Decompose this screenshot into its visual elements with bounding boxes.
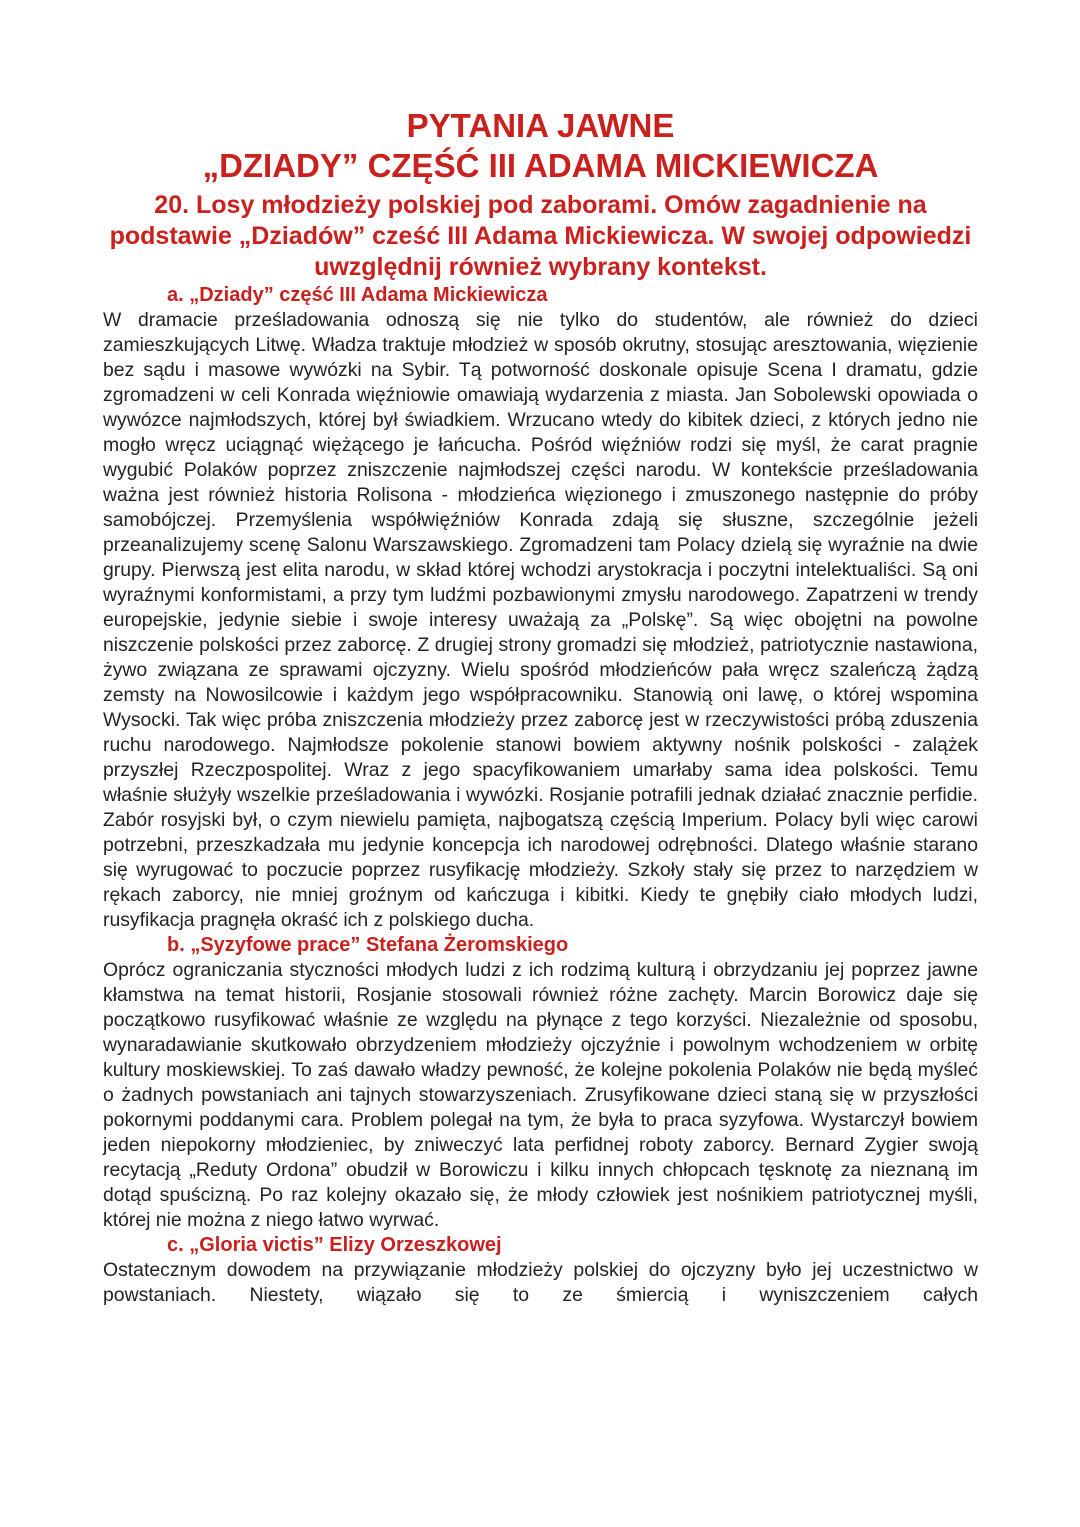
page-subtitle: „DZIADY” CZĘŚĆ III ADAMA MICKIEWICZA <box>202 147 879 184</box>
question-text: 20. Losy młodzieży polskiej pod zaborami. Omów zagadnienie na podstawie „Dziadów” cześć III Adama Mickiewicza. W swojej odpowiedzi uwzględnij również wybrany kontekst. <box>109 191 972 281</box>
section-heading-gloria-victis: c. „Gloria victis” Elizy Orzeszkowej <box>167 1234 502 1256</box>
section-body-gloria-victis: Ostatecznym dowodem na przywiązanie młodzieży polskiej do ojczyzny było jej uczestnictwo w powstaniach. Niestety, wiązało się to ze śmiercią i wyniszczeniem całych <box>103 1259 978 1306</box>
section-heading-syzyfowe-prace: b. „Syzyfowe prace” Stefana Żeromskiego <box>167 934 569 956</box>
section-body-dziady: W dramacie prześladowania odnoszą się nie tylko do studentów, ale również do dzieci zamieszkujących Litwę. Władza traktuje młodzież w sposób okrutny, stosując aresztowania, więzienie bez sądu i masowe wywózki na Sybir. Tą potworność doskonale opisuje Scena I dramatu, gdzie zgromadzeni w celi Konrada więźniowie omawiają wydarzenia z miasta. Jan Sobolewski opowiada o wywózce najmłodszych, której był świadkiem. Wrzucano wtedy do kibitek dzieci, z których jedno nie mogło wręcz uciągnąć więżącego je łańcucha. Pośród więźniów rodzi się myśl, że carat pragnie wygubić Polaków poprzez zniszczenie najmłodszej części narodu. W kontekście prześladowania ważna jest również historia Rolisona - młodzieńca więzionego i zmuszonego następnie do próby samobójczej. Przemyślenia współwięźniów Konrada zdają się słuszne, szczególnie jeżeli przeanalizujemy scenę Salonu Warszawskiego. Zgromadzeni tam Polacy dzielą się wyraźnie na dwie grupy. Pierwszą jest elita narodu, w skład której wchodzi arystokracja i poczytni intelektualiści. Są oni wyraźnymi konformistami, a przy tym ludźmi pozbawionymi zmysłu narodowego. Zapatrzeni w trendy europejskie, jedynie siebie i swoje interesy uważają za „Polskę”. Są więc obojętni na powolne niszczenie polskości przez zaborcę. Z drugiej strony gromadzi się młodzież, patriotycznie nastawiona, żywo związana ze sprawami ojczyzny. Wielu spośród młodzieńców pała wręcz szaleńczą żądzą zemsty na Nowosilcowie i każdym jego współpracowniku. Stanowią oni lawę, o której wspomina Wysocki. Tak więc próba zniszczenia młodzieży przez zaborcę jest w rzeczywistości próbą zduszenia ruchu narodowego. Najmłodsze pokolenie stanowi bowiem aktywny nośnik polskości - zalążek przyszłej Rzeczpospolitej. Wraz z jego spacyfikowaniem umarłaby sama idea polskości. Temu właśnie służyły wszelkie prześladowania i wywózki. Rosjanie potrafili jednak działać znacznie perfidie. Zabór rosyjski był, o czym niewielu pamięta, najbogatszą częścią Imperium. Polacy byli więc carowi potrzebni, przeszkadzała mu jedynie koncepcja ich narodowej odrębności. Dlatego właśnie starano się wyrugować to poczucie poprzez rusyfikację młodzieży. Szkoły stały się przez to narzędziem w rękach zaborcy, nie mniej groźnym od kańczuga i kibitki. Kiedy te gnębiły ciało młodych ludzi, rusyfikacja pragnęła okraść ich z polskiego ducha. <box>103 309 978 931</box>
section-body-syzyfowe-prace: Oprócz ograniczania styczności młodych ludzi z ich rodzimą kulturą i obrzydzaniu jej poprzez jawne kłamstwa na temat historii, Rosjanie stosowali również różne zachęty. Marcin Borowicz daje się początkowo rusyfikować właśnie ze względu na płynące z tego korzyści. Niezależnie od sposobu, wynaradawianie skutkowało obrzydzeniem młodzieży ojczyźnie i powolnym wchodzeniem w orbitę kultury moskiewskiej. To zaś dawało władzy pewność, że kolejne pokolenia Polaków nie będą myśleć o żadnych powstaniach ani tajnych stowarzyszeniach. Zrusyfikowane dzieci staną się w przyszłości pokornymi poddanymi cara. Problem polegał na tym, że była to praca syzyfowa. Wystarczył bowiem jeden niepokorny młodzieniec, by zniweczyć lata perfidnej roboty zaborcy. Bernard Zygier swoją recytacją „Reduty Ordona” obudził w Borowiczu i kilku innych chłopcach tęsknotę za nieznaną im dotąd spuścizną. Po raz kolejny okazało się, że młody człowiek jest nośnikiem patriotycznej myśli, której nie można z niego łatwo wyrwać. <box>103 959 978 1231</box>
page-title: PYTANIA JAWNE <box>406 107 675 144</box>
section-heading-dziady: a. „Dziady” część III Adama Mickiewicza <box>167 284 548 306</box>
